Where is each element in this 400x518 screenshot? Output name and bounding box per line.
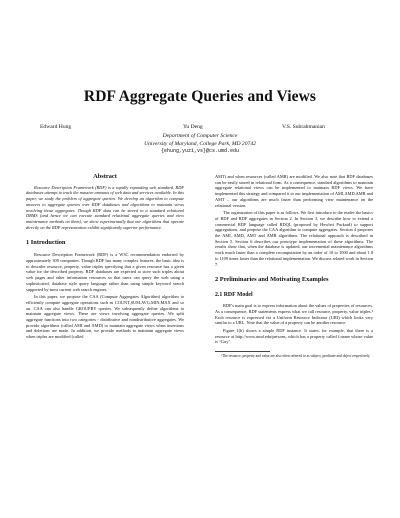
subsection-2-1-heading: 2.1 RDF Model <box>215 292 253 299</box>
abstract-heading: Abstract <box>93 173 117 180</box>
affiliation-university: University of Maryland, College Park, MD 20742 <box>144 140 256 147</box>
left-column <box>26 174 184 342</box>
section-1-heading: 1 Introduction <box>26 239 66 247</box>
right-column <box>215 174 373 359</box>
affiliation-dept: Department of Computer Science <box>162 133 238 139</box>
author-1: Edward Hung <box>40 124 72 130</box>
organization-paragraph: The organization of this paper is as follows. We first introduce to the reader the basics of RDF and RDF aggregates in Section 2. In Section 3, we describe how to extend a commercial RDF language called RDQL (proposed by Hewlett Packard) to support aggregations, and propose the CAA algorithm to compute aggregates. Section 4 proposes the AMI, AMD, AMT and AMR algorithms. The relational approach is described in Section 5. Section 6 describes our prototype implementation of these algorithms. The results show that, when the database is updated, our incremental maintenance algorithms work much faster than a complete recomputation by an order of 10 to 1000 and about 1.8 to 1109 times faster than the relational implementation. We discuss related work in Section 7. <box>215 210 373 267</box>
author-emails: {ehung,yuzi,vs}@cs.umd.edu <box>160 148 239 155</box>
footnote-rule <box>215 351 270 352</box>
rdf-model-paragraph-2: Figure 1(b) shows a simple RDF instance. It states, for example, that there is a resource at http://www.umd.edu/persons, which has a property called f.name whose value is “Guy”. <box>215 328 373 345</box>
intro-paragraph-2: In this paper, we propose the CAA (Compute Aggregates Algorithm) algorithm to efficiently compute aggregate operations such as COUNT,SUM,AVG,MIN,MAX and so on. CAA can also handle GROUPBY queries. We subsequently define algorithms to maintain aggregate views. These are views involving aggregate queries. We split aggregate functions into two categories - distributive and nondistributive aggregates. We provide algorithms (called AMI and AMD) to maintain aggregate views when insertions and deletions are made. In addition, we provide methods to maintain aggregate views when triples are modified (called <box>26 294 184 340</box>
footnote-1: ¹The resource, property and value are also often referred to as subject, predicate and object respectively. <box>221 354 371 359</box>
section-2-heading: 2 Preliminaries and Motivating Examples <box>215 276 329 284</box>
author-3: V.S. Subrahmanian <box>282 124 325 130</box>
author-2: Yu Deng <box>183 124 203 130</box>
intro-paragraph-1: Resource Description Framework (RDF) is a W3C recommendation endorsed by approximately 300 companies. Though RDF has many complex features, the basic idea is to describe resource, property, value triples specifying that a given resource has a given value for the described property. RDF databases are expected to store such triples about web pages and other information resources so that users can query the web using a sophisticated, database style query language rather than using simple keyword search supported by most current web search engines. <box>26 252 184 292</box>
paper-title: RDF Aggregate Queries and Views <box>83 88 317 105</box>
intro-paragraph-continued: AMT) and when resources (called AMR) are modified. We also note that RDF databases can be easily stored in relational form. As a consequence, standard algorithms to maintain aggregate relational views can be implemented to maintain RDF views. We have implemented this strategy and compared it to our implementation of AMI,AMD,AMR and AMT – our algorithms are much faster than performing view maintenance on the relational version. <box>215 174 373 208</box>
rdf-model-paragraph-1: RDF's main goal is to express information about the values of properties of resources. As a consequence, RDF statements express what we call resource, property, value triples.¹ Each resource is expressed via a Uniform Resource Indicator (URI) which looks very similar to a URL. Note that the value of a property can be another resource. <box>215 303 373 326</box>
affiliation <box>90 133 310 156</box>
abstract-text: Resource Description Framework (RDF) is a rapidly expanding web standard. RDF databases attempt to track the massive amounts of web data and services available. In this paper, we study the problem of aggregate queries. We develop an algorithm to compute answers to aggregate queries over RDF databases and algorithms to maintain views involving those aggregates. Though RDF data can be stored in a standard relational DBMS (and hence we can execute standard relational aggregate queries and view maintenance methods on them), we show experimentally that our algorithms that operate directly on the RDF representation exhibit significantly superior performance. <box>26 184 184 230</box>
